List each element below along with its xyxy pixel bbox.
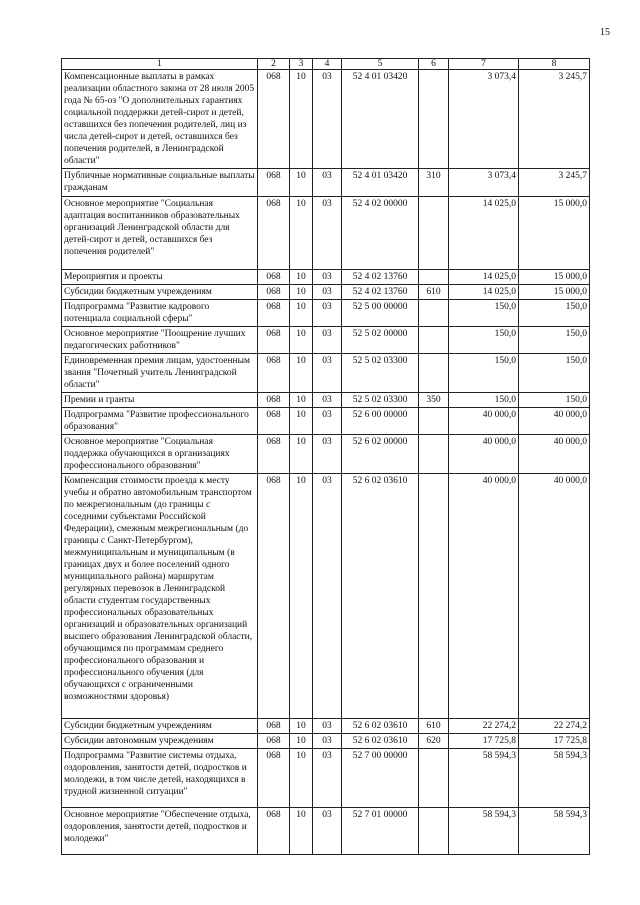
row-target-article-cell: 52 7 00 00000 [342,749,419,808]
row-amount-year2-cell: 150,0 [519,354,590,393]
row-amount-year2-cell: 15 000,0 [519,270,590,285]
table-row [62,719,590,734]
row-expense-type-cell [419,749,449,808]
row-ministry-code-cell: 068 [258,354,290,393]
row-amount-year1-cell: 40 000,0 [449,435,519,474]
row-ministry-code-cell: 068 [258,719,290,734]
row-amount-year2-cell: 15 000,0 [519,285,590,300]
column-header: 3 [290,59,313,70]
table-row [62,808,590,855]
row-target-article-cell: 52 5 02 03300 [342,354,419,393]
row-expense-type-cell [419,474,449,719]
row-amount-year2-cell: 3 245,7 [519,169,590,197]
row-section-cell: 10 [290,749,313,808]
row-target-article-cell: 52 5 00 00000 [342,300,419,327]
row-amount-year1-cell: 58 594,3 [449,749,519,808]
table-row [62,197,590,270]
row-ministry-code-cell: 068 [258,285,290,300]
row-expense-type-cell: 610 [419,719,449,734]
row-amount-year1-cell: 3 073,4 [449,169,519,197]
row-ministry-code-cell: 068 [258,734,290,749]
page-number: 15 [600,27,610,38]
row-target-article-cell: 52 4 01 03420 [342,169,419,197]
row-section-cell: 10 [290,408,313,435]
table-row [62,70,590,169]
row-name-cell: Субсидии бюджетным учреждениям [62,719,258,734]
column-header: 4 [313,59,342,70]
row-expense-type-cell: 310 [419,169,449,197]
column-header: 1 [62,59,258,70]
row-target-article-cell: 52 7 01 00000 [342,808,419,855]
row-amount-year1-cell: 14 025,0 [449,270,519,285]
table-row [62,734,590,749]
row-name-cell: Субсидии бюджетным учреждениям [62,285,258,300]
row-expense-type-cell [419,408,449,435]
row-target-article-cell: 52 4 02 00000 [342,197,419,270]
row-amount-year1-cell: 22 274,2 [449,719,519,734]
row-section-cell: 10 [290,197,313,270]
row-subsection-cell: 03 [313,285,342,300]
row-name-cell: Основное мероприятие "Обеспечение отдыха, оздоровления, занятости детей, подростков и молодежи" [62,808,258,855]
column-header: 8 [519,59,590,70]
row-subsection-cell: 03 [313,354,342,393]
table-row [62,408,590,435]
row-target-article-cell: 52 6 02 03610 [342,474,419,719]
row-ministry-code-cell: 068 [258,808,290,855]
row-subsection-cell: 03 [313,435,342,474]
row-subsection-cell: 03 [313,169,342,197]
table-row [62,285,590,300]
row-ministry-code-cell: 068 [258,270,290,285]
row-subsection-cell: 03 [313,719,342,734]
row-amount-year1-cell: 150,0 [449,354,519,393]
row-expense-type-cell: 350 [419,393,449,408]
row-section-cell: 10 [290,285,313,300]
row-amount-year2-cell: 40 000,0 [519,474,590,719]
row-section-cell: 10 [290,270,313,285]
row-ministry-code-cell: 068 [258,169,290,197]
row-expense-type-cell [419,808,449,855]
row-section-cell: 10 [290,300,313,327]
row-section-cell: 10 [290,327,313,354]
table-row [62,300,590,327]
row-subsection-cell: 03 [313,70,342,169]
row-amount-year2-cell: 3 245,7 [519,70,590,169]
row-amount-year2-cell: 15 000,0 [519,197,590,270]
row-amount-year1-cell: 14 025,0 [449,197,519,270]
row-subsection-cell: 03 [313,474,342,719]
row-amount-year1-cell: 17 725,8 [449,734,519,749]
column-header: 6 [419,59,449,70]
row-name-cell: Подпрограмма "Развитие кадрового потенциала социальной сферы" [62,300,258,327]
row-expense-type-cell: 610 [419,285,449,300]
row-section-cell: 10 [290,393,313,408]
row-target-article-cell: 52 6 02 03610 [342,734,419,749]
row-target-article-cell: 52 5 02 03300 [342,393,419,408]
row-ministry-code-cell: 068 [258,327,290,354]
row-ministry-code-cell: 068 [258,435,290,474]
row-amount-year2-cell: 22 274,2 [519,719,590,734]
row-subsection-cell: 03 [313,327,342,354]
row-ministry-code-cell: 068 [258,70,290,169]
row-amount-year2-cell: 150,0 [519,393,590,408]
row-amount-year2-cell: 58 594,3 [519,749,590,808]
row-name-cell: Основное мероприятие "Социальная адаптация воспитанников образовательных организаций Ленинградской области для детей-сирот и детей, оставшихся без попечения родителей" [62,197,258,270]
row-amount-year2-cell: 40 000,0 [519,408,590,435]
row-section-cell: 10 [290,808,313,855]
row-amount-year1-cell: 40 000,0 [449,474,519,719]
row-subsection-cell: 03 [313,408,342,435]
header-row [62,59,590,70]
row-target-article-cell: 52 6 02 03610 [342,719,419,734]
table-row [62,270,590,285]
row-target-article-cell: 52 4 02 13760 [342,285,419,300]
table-row [62,474,590,719]
table-row [62,354,590,393]
row-target-article-cell: 52 4 01 03420 [342,70,419,169]
row-name-cell: Подпрограмма "Развитие профессионального образования" [62,408,258,435]
row-subsection-cell: 03 [313,734,342,749]
row-section-cell: 10 [290,354,313,393]
row-name-cell: Публичные нормативные социальные выплаты гражданам [62,169,258,197]
row-name-cell: Единовременная премия лицам, удостоенным звания "Почетный учитель Ленинградской области" [62,354,258,393]
row-section-cell: 10 [290,435,313,474]
table-row [62,327,590,354]
row-section-cell: 10 [290,70,313,169]
row-subsection-cell: 03 [313,270,342,285]
row-name-cell: Мероприятия и проекты [62,270,258,285]
row-target-article-cell: 52 4 02 13760 [342,270,419,285]
table-row [62,435,590,474]
row-expense-type-cell [419,197,449,270]
table-row [62,393,590,408]
row-section-cell: 10 [290,474,313,719]
row-subsection-cell: 03 [313,808,342,855]
row-amount-year1-cell: 150,0 [449,327,519,354]
row-name-cell: Основное мероприятие "Поощрение лучших педагогических работников" [62,327,258,354]
row-amount-year2-cell: 150,0 [519,300,590,327]
column-header: 7 [449,59,519,70]
row-section-cell: 10 [290,719,313,734]
row-expense-type-cell [419,300,449,327]
row-expense-type-cell [419,70,449,169]
row-amount-year1-cell: 150,0 [449,393,519,408]
row-section-cell: 10 [290,734,313,749]
table-row [62,169,590,197]
row-name-cell: Премии и гранты [62,393,258,408]
row-name-cell: Компенсация стоимости проезда к месту учебы и обратно автомобильным транспортом по межрегиональным (до границы с соседними субъектами Российской Федерации), смежным межрегиональным (до границы с Санкт-Петербургом), межмуниципальным и муниципальным (в границах двух и более поселений одного муниципального района) маршрутам регулярных перевозок в Ленинградской области студентам государственных профессиональных образовательных организаций и образовательных организаций высшего образования Ленинградской области, обучающимся по программам среднего профессионального образования и профессионального обучения (для обучающихся с ограниченными возможностями здоровья) [62,474,258,719]
row-expense-type-cell [419,435,449,474]
row-name-cell: Основное мероприятие "Социальная поддержка обучающихся в организациях профессионального образования" [62,435,258,474]
row-target-article-cell: 52 6 00 00000 [342,408,419,435]
row-expense-type-cell: 620 [419,734,449,749]
budget-table [61,58,590,855]
row-amount-year2-cell: 17 725,8 [519,734,590,749]
table-body [62,70,590,855]
row-ministry-code-cell: 068 [258,474,290,719]
row-expense-type-cell [419,327,449,354]
row-subsection-cell: 03 [313,197,342,270]
row-expense-type-cell [419,270,449,285]
row-ministry-code-cell: 068 [258,408,290,435]
row-ministry-code-cell: 068 [258,300,290,327]
row-name-cell: Субсидии автономным учреждениям [62,734,258,749]
row-amount-year2-cell: 40 000,0 [519,435,590,474]
row-expense-type-cell [419,354,449,393]
row-ministry-code-cell: 068 [258,393,290,408]
row-name-cell: Подпрограмма "Развитие системы отдыха, оздоровления, занятости детей, подростков и молодежи, в том числе детей, находящихся в трудной жизненной ситуации" [62,749,258,808]
row-amount-year1-cell: 40 000,0 [449,408,519,435]
row-target-article-cell: 52 5 02 00000 [342,327,419,354]
column-header: 2 [258,59,290,70]
row-amount-year2-cell: 150,0 [519,327,590,354]
row-section-cell: 10 [290,169,313,197]
row-amount-year1-cell: 58 594,3 [449,808,519,855]
row-amount-year1-cell: 3 073,4 [449,70,519,169]
column-header: 5 [342,59,419,70]
row-subsection-cell: 03 [313,300,342,327]
row-ministry-code-cell: 068 [258,197,290,270]
table-row [62,749,590,808]
row-name-cell: Компенсационные выплаты в рамках реализации областного закона от 28 июля 2005 года № 65-оз "О дополнительных гарантиях социальной поддержки детей-сирот и детей, оставшихся без попечения родителей, лиц из числа детей-сирот и детей, оставшихся без попечения родителей, в Ленинградской области" [62,70,258,169]
row-ministry-code-cell: 068 [258,749,290,808]
row-target-article-cell: 52 6 02 00000 [342,435,419,474]
row-subsection-cell: 03 [313,749,342,808]
row-amount-year2-cell: 58 594,3 [519,808,590,855]
row-subsection-cell: 03 [313,393,342,408]
row-amount-year1-cell: 150,0 [449,300,519,327]
row-amount-year1-cell: 14 025,0 [449,285,519,300]
